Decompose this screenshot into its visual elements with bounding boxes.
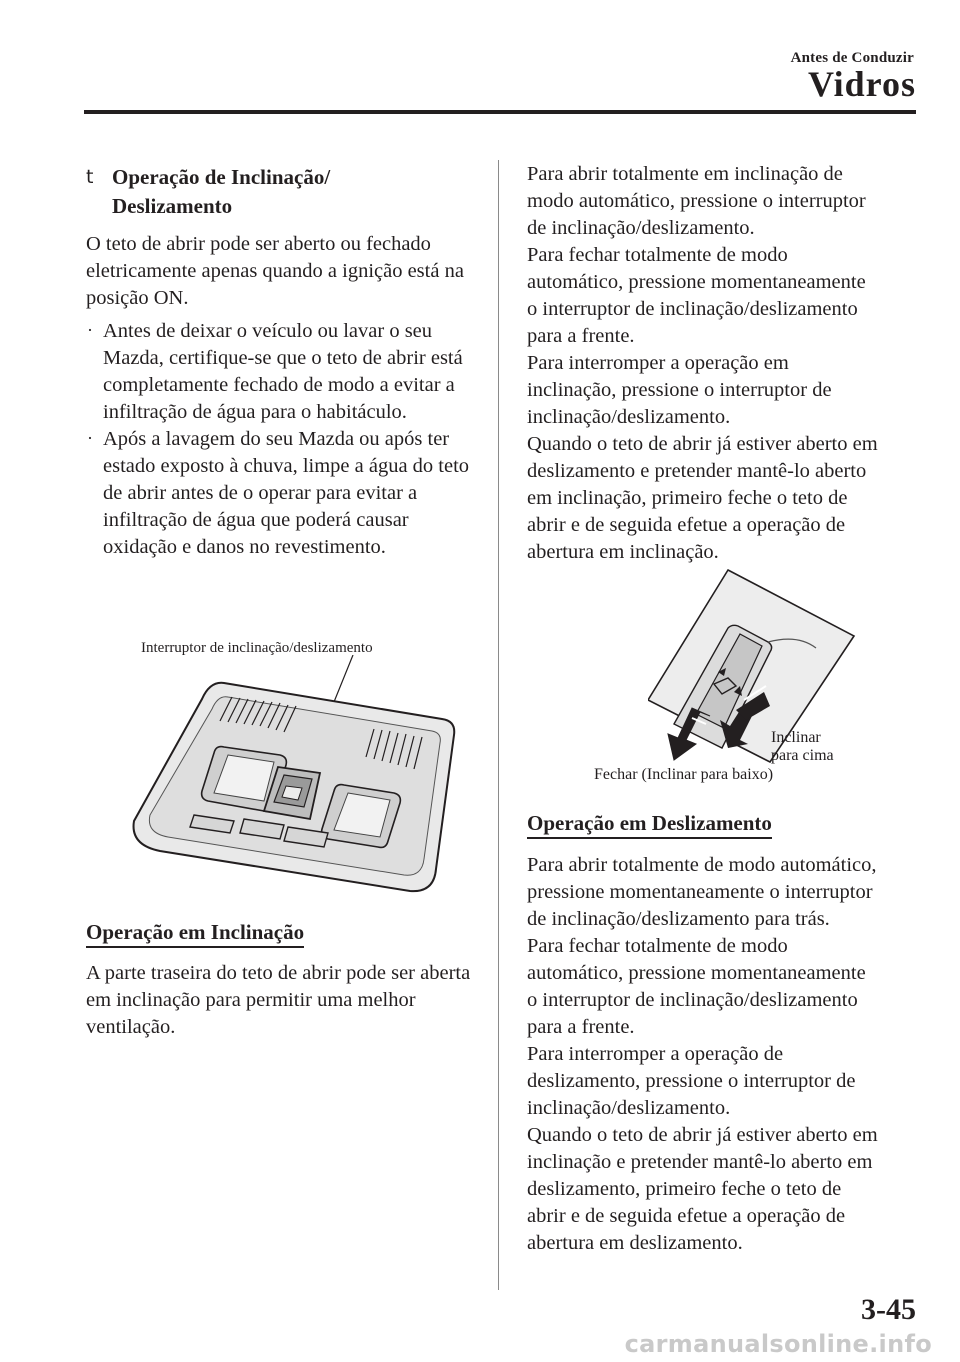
text-line: Para abrir totalmente de modo automático, — [527, 854, 877, 876]
section-heading-line2: Deslizamento — [112, 194, 233, 218]
section-heading — [86, 163, 486, 221]
text-line: Quando o teto de abrir já estiver aberto em — [527, 433, 878, 455]
text-line: automático, pressione momentaneamente — [527, 271, 866, 293]
text-line: para a frente. — [527, 325, 635, 347]
text-line: inclinação e pretender mantê-lo aberto em — [527, 1151, 873, 1173]
text-line: de inclinação/deslizamento para trás. — [527, 908, 830, 930]
text-line: Para interromper a operação de — [527, 1043, 784, 1065]
intro-paragraph: O teto de abrir pode ser aberto ou fechado eletricamente apenas quando a ignição está na posição ON. — [86, 233, 464, 309]
bullet-glyph: · — [87, 320, 93, 340]
text-line: Para fechar totalmente de modo — [527, 244, 788, 266]
page-title: Vidros — [807, 64, 916, 104]
header-rule — [84, 110, 916, 114]
text-line: inclinação/deslizamento. — [527, 1097, 731, 1119]
section-marker: t — [86, 166, 94, 188]
chapter-label: Antes de Conduzir — [790, 50, 914, 66]
label-line: Inclinar — [771, 729, 821, 746]
page-number: 3-45 — [861, 1293, 916, 1326]
text-line: para a frente. — [527, 1016, 635, 1038]
list-item — [86, 318, 486, 426]
text-line: modo automático, pressione o interruptor — [527, 190, 866, 212]
text-line: o interruptor de inclinação/deslizamento — [527, 989, 858, 1011]
text-line: abertura em inclinação. — [527, 541, 719, 563]
watermark: carmanualsonline.info — [624, 1330, 932, 1358]
list-item — [86, 426, 486, 561]
text-line: deslizamento, primeiro feche o teto de — [527, 1178, 842, 1200]
text-line: abrir e de seguida efetue a operação de — [527, 1205, 846, 1227]
bullet-text: Após a lavagem do seu Mazda ou após ter estado exposto à chuva, limpe a água do teto de abrir antes de o operar para evitar a infiltração de água que poderá causar oxidação e danos no revestimento. — [103, 428, 470, 558]
text-line: deslizamento, pressione o interruptor de — [527, 1070, 856, 1092]
figure2-label-tilt-up — [771, 729, 834, 765]
text-line: abertura em deslizamento. — [527, 1232, 743, 1254]
text-line: deslizamento e pretender mantê-lo aberto — [527, 460, 867, 482]
tilt-paragraph: A parte traseira do teto de abrir pode ser aberta em inclinação para permitir uma melhor ventilação. — [86, 962, 471, 1038]
text-line: de inclinação/deslizamento. — [527, 217, 755, 239]
overhead-console-illustration — [124, 655, 464, 900]
text-line: abrir e de seguida efetue a operação de — [527, 514, 846, 536]
column-divider — [498, 160, 499, 1290]
slide-heading: Operação em Deslizamento — [527, 811, 772, 839]
text-line: em inclinação, primeiro feche o teto de — [527, 487, 848, 509]
caution-list — [86, 318, 486, 561]
figure1-caption: Interruptor de inclinação/deslizamento — [141, 640, 373, 656]
bullet-text: Antes de deixar o veículo ou lavar o seu Mazda, certifique-se que o teto de abrir está completamente fechado de modo a evitar a infiltração de água para o habitáculo. — [103, 320, 463, 423]
text-line: Para interromper a operação em — [527, 352, 789, 374]
text-line: Quando o teto de abrir já estiver aberto em — [527, 1124, 878, 1146]
section-heading-line1: Operação de Inclinação/ — [112, 165, 331, 189]
text-line: o interruptor de inclinação/deslizamento — [527, 298, 858, 320]
tilt-instructions — [527, 161, 919, 566]
bullet-glyph: · — [87, 428, 93, 448]
text-line: inclinação/deslizamento. — [527, 406, 731, 428]
figure2-label-close: Fechar (Inclinar para baixo) — [594, 766, 774, 783]
text-line: automático, pressione momentaneamente — [527, 962, 866, 984]
slide-instructions — [527, 852, 919, 1257]
tilt-heading: Operação em Inclinação — [86, 920, 304, 948]
text-line: pressione momentaneamente o interruptor — [527, 881, 873, 903]
text-line: Para abrir totalmente em inclinação de — [527, 163, 843, 185]
label-line: para cima — [771, 747, 834, 764]
text-line: Para fechar totalmente de modo — [527, 935, 788, 957]
text-line: inclinação, pressione o interruptor de — [527, 379, 832, 401]
